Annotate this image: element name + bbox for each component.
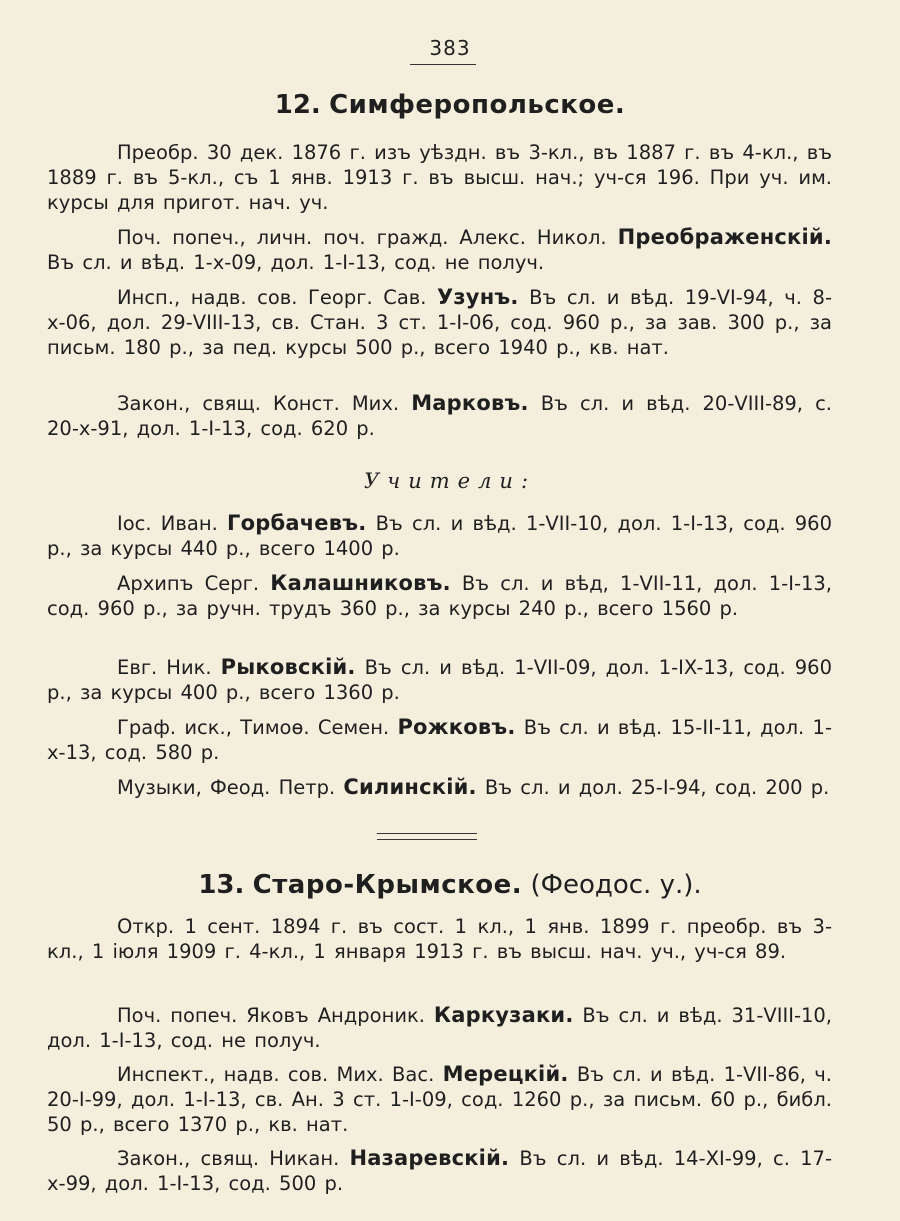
section-13-name: Старо-Крымское. [252, 870, 523, 900]
teacher-1-paragraph [47, 511, 832, 561]
teacher-5-name: Силинскій. [343, 775, 477, 799]
s12-priest-prefix: Закон., свящ. Конст. Мих. [117, 392, 412, 415]
s12-patron-paragraph [47, 225, 832, 275]
teacher-3-name: Рыковскій. [220, 655, 356, 679]
s13-priest-paragraph [47, 1146, 832, 1196]
s13-inspector-name: Мерецкій. [442, 1062, 569, 1086]
teacher-5-paragraph [47, 775, 832, 800]
s13-patron-paragraph [47, 1003, 832, 1053]
teacher-1-prefix: Іос. Иван. [117, 512, 228, 535]
teacher-2-name: Калашниковъ. [270, 571, 451, 595]
section-12-number: 12. [274, 90, 321, 120]
section-12-name: Симферопольское. [329, 90, 626, 120]
s12-patron-details: Въ сл. и вѣд. 1-х-09, дол. 1-I-13, сод. не получ. [47, 251, 545, 274]
s13-priest-prefix: Закон., свящ. Никан. [117, 1147, 350, 1170]
teacher-5-details: Въ сл. и дол. 25-I-94, сод. 200 р. [476, 776, 830, 799]
section-13-heading [0, 870, 900, 900]
s13-patron-name: Каркузаки. [433, 1003, 574, 1027]
teacher-3-paragraph [47, 655, 832, 705]
teacher-2-paragraph [47, 571, 832, 621]
s12-priest-details: Въ сл. и вѣд. 20-VIII-89, с. 20-х-91, дол. 1-I-13, сод. 620 р. [47, 392, 832, 440]
section-13-district: (Феодос. у.). [522, 870, 702, 900]
s12-inspector-prefix: Инсп., надв. сов. Георг. Сав. [117, 286, 438, 309]
s13-inspector-paragraph [47, 1062, 832, 1137]
s12-priest-name: Марковъ. [411, 391, 529, 415]
s13-priest-name: Назаревскій. [349, 1146, 510, 1170]
section-12-heading [0, 90, 900, 120]
s12-inspector-name: Узунъ. [437, 285, 519, 309]
teacher-4-details: Въ сл. и вѣд. 15-II-11, дол. 1-х-13, сод. 580 р. [47, 716, 832, 764]
s13-patron-prefix: Поч. попеч. Яковъ Андроник. [117, 1004, 434, 1027]
s12-priest-paragraph [47, 391, 832, 441]
s12-patron-prefix: Поч. попеч., личн. поч. гражд. Алекс. Никол. [117, 226, 618, 249]
teacher-1-details: Въ сл. и вѣд. 1-VII-10, дол. 1-I-13, сод. 960 р., за курсы 440 р., всего 1400 р. [47, 512, 832, 560]
section-divider [377, 833, 477, 840]
s12-inspector-paragraph [47, 285, 832, 360]
s13-priest-details: Въ сл. и вѣд. 14-XI-99, с. 17-х-99, дол. 1-I-13, сод. 500 р. [47, 1147, 832, 1195]
s12-inspector-details: Въ сл. и вѣд. 19-VI-94, ч. 8-х-06, дол. 29-VIII-13, св. Стан. 3 ст. 1-I-06, сод. 960 р., за зав. 300 р., за письм. 180 р., за пед. курсы 500 р., всего 1940 р., кв. нат. [47, 286, 832, 359]
s12-history-paragraph: Преобр. 30 дек. 1876 г. изъ уѣздн. въ 3-кл., въ 1887 г. въ 4-кл., въ 1889 г. въ 5-кл., съ 1 янв. 1913 г. въ высш. нач.; уч-ся 196. При уч. им. курсы для пригот. нач. уч. [47, 141, 832, 214]
teacher-5-prefix: Музыки, Феод. Петр. [117, 776, 344, 799]
s13-patron-details: Въ сл. и вѣд. 31-VIII-10, дол. 1-I-13, сод. не получ. [47, 1004, 832, 1052]
teacher-2-details: Въ сл. и вѣд, 1-VII-11, дол. 1-I-13, сод. 960 р., за ручн. трудъ 360 р., за курсы 240 р., всего 1560 р. [47, 572, 832, 620]
teacher-4-name: Рожковъ. [397, 715, 516, 739]
page-number-rule [410, 64, 476, 65]
teacher-4-prefix: Граф. иск., Тимоѳ. Семен. [117, 716, 398, 739]
section-13-number: 13. [198, 870, 245, 900]
s13-inspector-prefix: Инспект., надв. сов. Мих. Вас. [117, 1063, 443, 1086]
s13-inspector-details: Въ сл. и вѣд. 1-VII-86, ч. 20-I-99, дол. 1-I-13, св. Ан. 3 ст. 1-I-09, сод. 1260 р., за письм. 60 р., библ. 50 р., всего 1370 р., кв. нат. [47, 1063, 832, 1136]
teacher-3-details: Въ сл. и вѣд. 1-VII-09, дол. 1-IX-13, сод. 960 р., за курсы 400 р., всего 1360 р. [47, 656, 832, 704]
teacher-1-name: Горбачевъ. [227, 511, 367, 535]
teacher-4-paragraph [47, 715, 832, 765]
page-number: 383 [429, 36, 471, 60]
teacher-2-prefix: Архипъ Серг. [117, 572, 271, 595]
teachers-subheading: Учители: [363, 469, 537, 493]
s13-history-paragraph: Откр. 1 сент. 1894 г. въ сост. 1 кл., 1 янв. 1899 г. преобр. въ 3-кл., 1 іюля 1909 г. 4-кл., 1 января 1913 г. въ высш. нач. уч., уч-ся 89. [47, 915, 832, 963]
s12-patron-name: Преображенскій. [617, 225, 832, 249]
teacher-3-prefix: Евг. Ник. [117, 656, 221, 679]
